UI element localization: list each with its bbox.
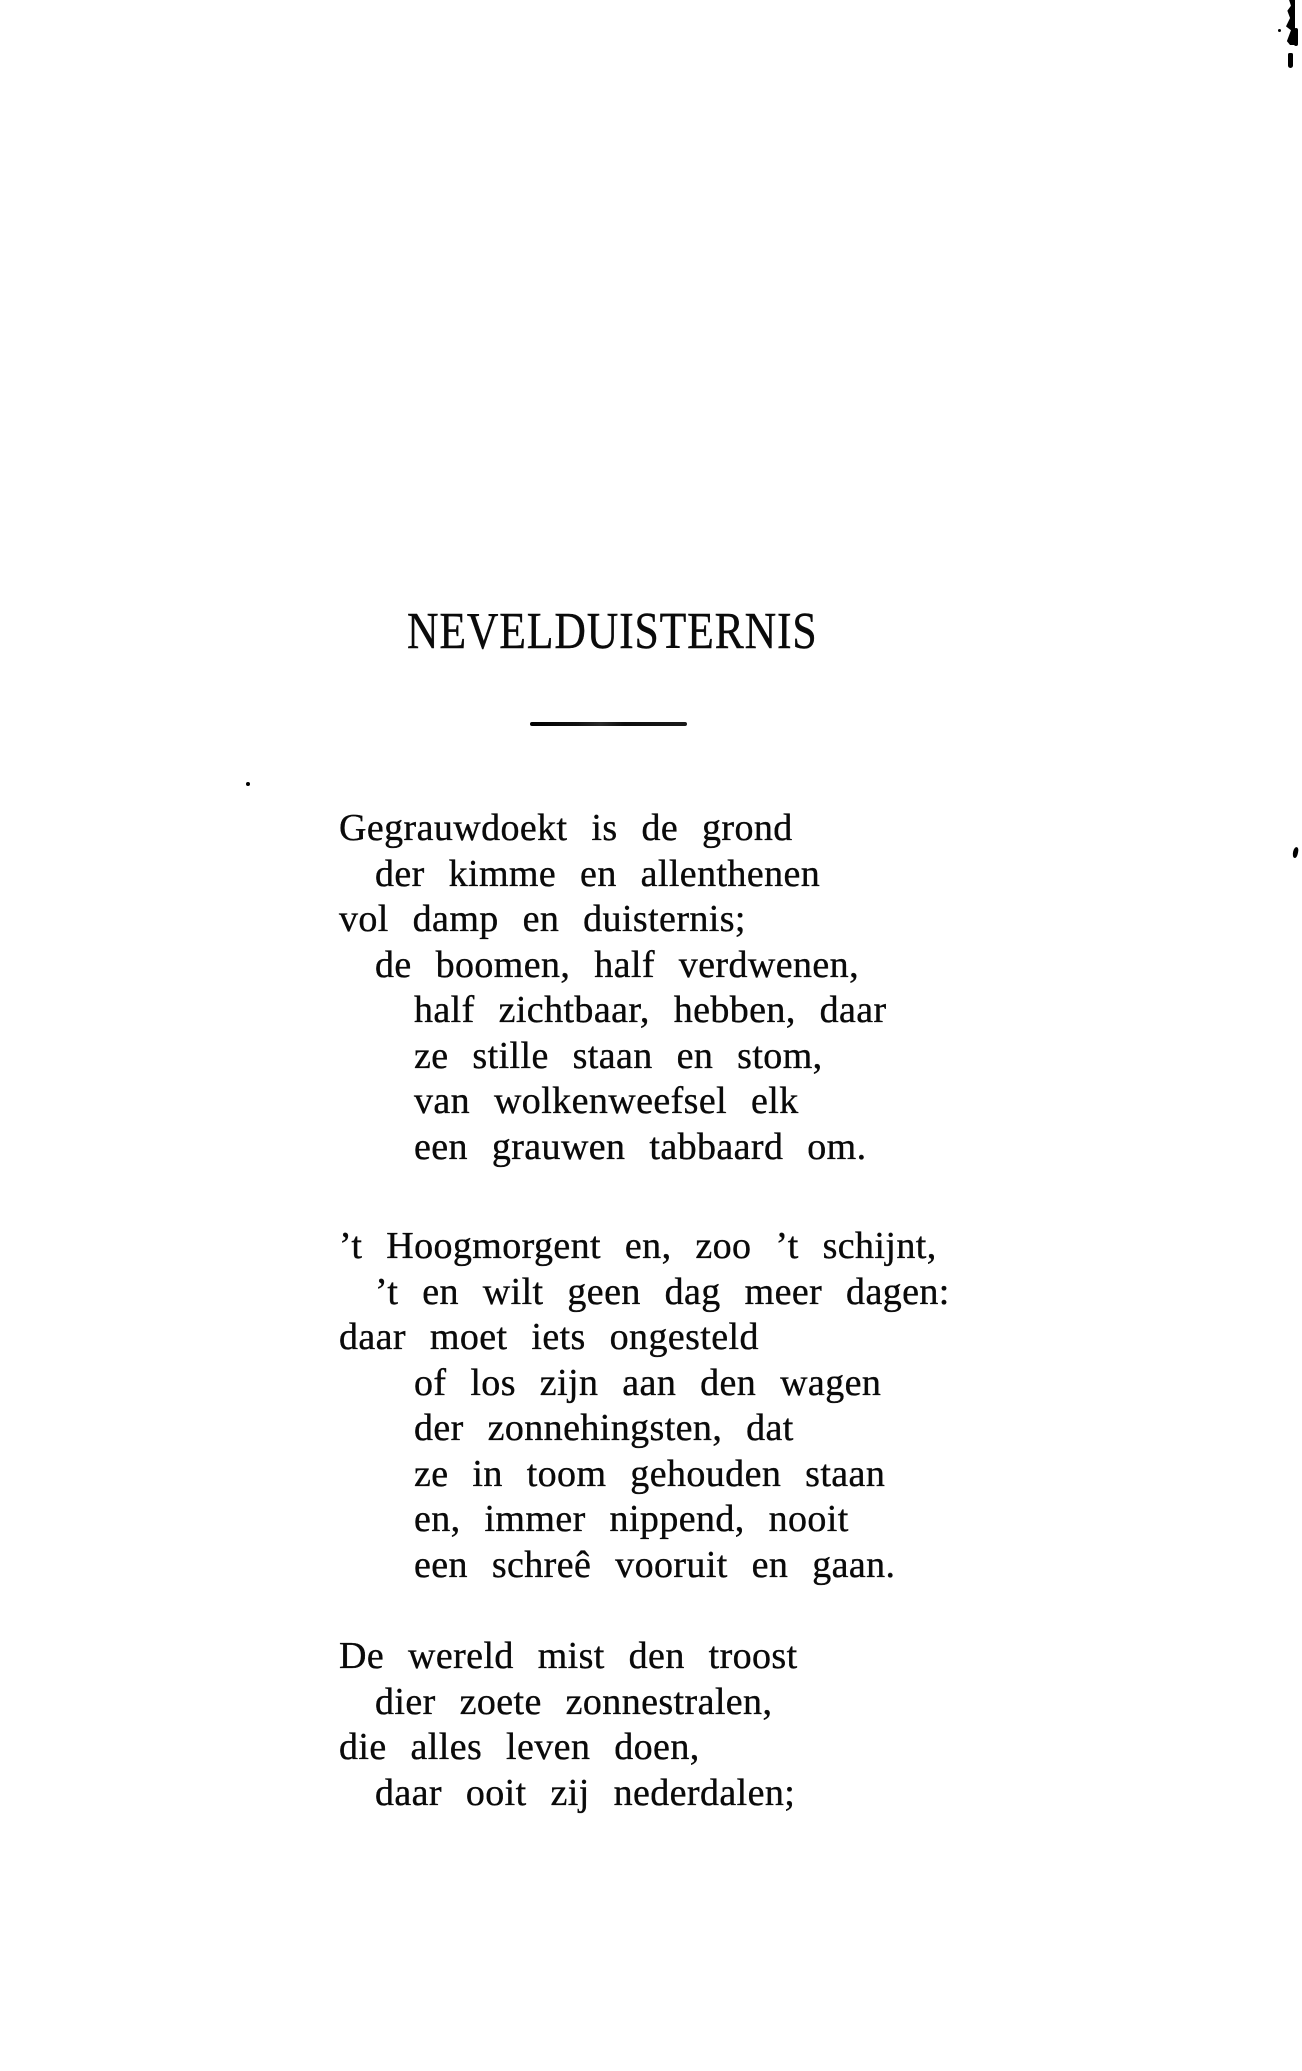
poem-line: een schreê vooruit en gaan.	[414, 1543, 896, 1586]
poem-line: de boomen, half verdwenen,	[375, 943, 859, 986]
poem-line: ze in toom gehouden staan	[414, 1452, 886, 1495]
ink-mark-top-right-small	[1288, 53, 1293, 68]
poem-line: De wereld mist den troost	[339, 1635, 798, 1677]
poem-line: of los zijn aan den wagen	[414, 1361, 882, 1404]
poem-line: daar ooit zij nederdalen;	[375, 1771, 796, 1814]
poem-line: ’t en wilt geen dag meer dagen:	[375, 1270, 950, 1313]
title-divider	[530, 722, 687, 726]
poem-line: ’t Hoogmorgent en, zoo ’t schijnt,	[339, 1225, 937, 1267]
ink-dot-top-right	[1278, 29, 1281, 32]
poem-line: der kimme en allenthenen	[375, 852, 821, 895]
poem-line: ze stille staan en stom,	[414, 1034, 823, 1077]
poem-line: van wolkenweefsel elk	[414, 1080, 799, 1122]
poem-line: dier zoete zonnestralen,	[375, 1680, 773, 1723]
stanza	[339, 806, 950, 1170]
ink-mark-top-right-blob	[1294, 28, 1298, 46]
poem	[339, 806, 950, 1870]
poem-line: der zonnehingsten, dat	[414, 1407, 794, 1449]
ink-speck-left-margin	[246, 782, 250, 786]
poem-title: NEVELDUISTERNIS	[407, 603, 818, 660]
poem-line: een grauwen tabbaard om.	[414, 1125, 867, 1168]
poem-line: Gegrauwdoekt is de grond	[339, 807, 793, 849]
poem-line: half zichtbaar, hebben, daar	[414, 989, 887, 1031]
poem-line: en, immer nippend, nooit	[414, 1498, 849, 1540]
stanza	[339, 1224, 950, 1588]
poem-line: vol damp en duisternis;	[339, 898, 746, 940]
stanza	[339, 1634, 950, 1816]
poem-line: die alles leven doen,	[339, 1726, 700, 1768]
ink-speck-right-margin	[1292, 847, 1300, 859]
poem-line: daar moet iets ongesteld	[339, 1316, 759, 1358]
